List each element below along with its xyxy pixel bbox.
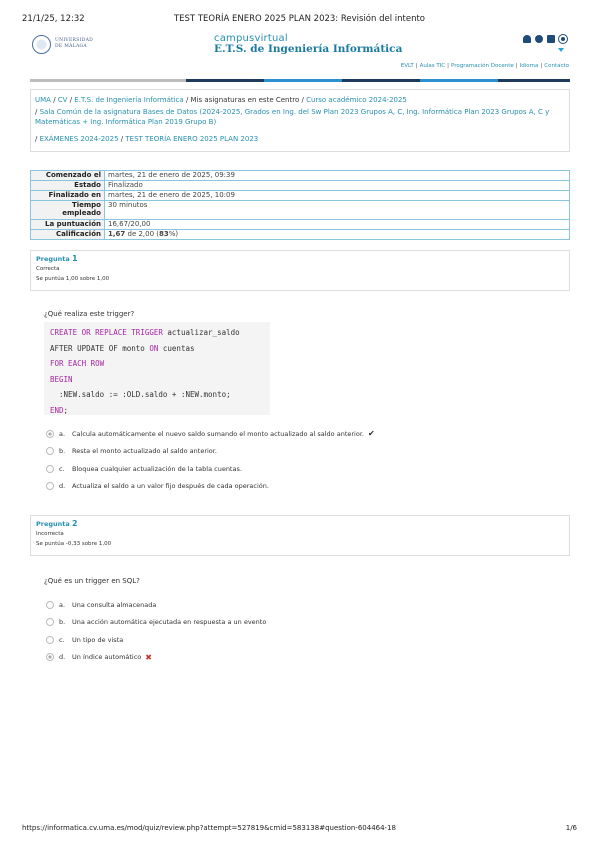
summary-row (31, 201, 570, 220)
answer-option[interactable]: d. Actualiza el saldo a un valor fijo después de cada operación. (46, 478, 375, 496)
answer-option[interactable]: a. Una consulta almacenada (46, 596, 266, 614)
question-info-2 (30, 515, 570, 556)
summary-value: Finalizado (105, 181, 570, 191)
site-title[interactable] (214, 33, 402, 55)
bell-icon[interactable] (523, 35, 531, 43)
link-contacto[interactable]: Contacto (544, 63, 569, 69)
logo-line-2: DE MÁLAGA (55, 44, 87, 49)
uma-logo[interactable] (32, 35, 94, 55)
answer-option[interactable]: b. Resta el monto actualizado al saldo anterior. (46, 443, 375, 461)
chevron-down-icon[interactable] (558, 48, 564, 52)
radio[interactable] (46, 482, 54, 490)
code-line: AFTER UPDATE OF monto ON cuentas (50, 343, 195, 353)
option-text: Un índice automático (72, 653, 142, 662)
option-text: Resta el monto actualizado al saldo anterior. (72, 447, 217, 456)
radio[interactable] (46, 601, 54, 609)
summary-row (31, 220, 570, 230)
breadcrumb-curso[interactable]: Curso académico 2024-2025 (306, 96, 407, 104)
link-evlt[interactable]: EVLT (400, 63, 414, 69)
summary-row (31, 171, 570, 181)
print-url: https://informatica.cv.uma.es/mod/quiz/review.php?attempt=527819&cmid=583138#question-604464-18 (22, 824, 396, 832)
breadcrumb-sala-comun[interactable]: Sala Común de la asignatura Bases de Datos (2024-2025, Grados en Ing. del Sw Plan 2023 Grupos A, C, Ing. Informática Plan 2023 Grupos A, C y Matemáticas + Ing. Informática Plan 2019 Grupo B) (35, 108, 550, 126)
answer-option[interactable]: b. Una acción automática ejecutada en respuesta a un evento (46, 614, 266, 632)
summary-label: Calificación (31, 230, 105, 240)
site-title-line-1: campusvirtual (214, 33, 288, 44)
attempt-summary-table (30, 170, 570, 240)
breadcrumb-examenes[interactable]: EXÁMENES 2024-2025 (39, 135, 119, 143)
answer-option[interactable]: d. Un índice automático ✖ (46, 649, 266, 667)
print-footer (22, 824, 577, 832)
summary-value: 30 minutos (105, 201, 570, 220)
answer-options-1 (46, 425, 375, 495)
summary-label: Estado (31, 181, 105, 191)
breadcrumb: UMA / CV / E.T.S. de Ingeniería Informática / Mis asignaturas en este Centro / Curso académico 2024-2025 / Sala Común de la asignatura Bases de Datos (2024-2025, Grados en Ing. del Sw Plan 2023 Grupos A, C, Ing. Informática Plan 2023 Grupos A, C y Matemáticas + Ing. Informática Plan 2019 Grupo B) / EXÁMENES 2024-2025 / TEST TEORÍA ENERO 2025 PLAN 2023 (30, 89, 570, 152)
question-text-2: ¿Qué es un trigger en SQL? (44, 577, 140, 585)
radio[interactable] (46, 618, 54, 626)
summary-value: 16,67/20,00 (105, 220, 570, 230)
color-stripe (30, 79, 570, 82)
breadcrumb-mis-asignaturas[interactable]: Mis asignaturas en este Centro (190, 96, 300, 104)
radio-selected[interactable] (46, 430, 54, 438)
summary-row (31, 191, 570, 201)
code-line: BEGIN (50, 374, 73, 384)
code-block (44, 322, 270, 415)
radio[interactable] (46, 636, 54, 644)
answer-options-2 (46, 596, 266, 666)
question-grade: Se puntúa -0,33 sobre 1,00 (36, 541, 112, 547)
user-icon[interactable] (559, 35, 567, 43)
breadcrumb-uma[interactable]: UMA (35, 96, 51, 104)
summary-label: La puntuación (31, 220, 105, 230)
breadcrumb-etsi[interactable]: E.T.S. de Ingeniería Informática (74, 96, 184, 104)
question-info-1 (30, 250, 570, 291)
question-number: Pregunta 2 (36, 519, 78, 528)
question-number: Pregunta 1 (36, 254, 78, 263)
uma-seal-icon (32, 35, 51, 54)
mail-icon[interactable] (547, 35, 555, 43)
summary-value: 1,67 de 2,00 (83%) (105, 230, 570, 240)
option-text: Actualiza el saldo a un valor fijo después de cada operación. (72, 482, 269, 491)
question-state: Incorrecta (36, 531, 64, 537)
summary-value: martes, 21 de enero de 2025, 10:09 (105, 191, 570, 201)
site-title-line-2: E.T.S. de Ingeniería Informática (214, 43, 403, 55)
correct-check-icon: ✔ (367, 429, 375, 439)
link-programacion-docente[interactable]: Programación Docente (451, 63, 514, 69)
option-text: Un tipo de vista (72, 635, 124, 644)
chat-icon[interactable] (535, 35, 543, 43)
option-text: Bloquea cualquier actualización de la tabla cuentas. (72, 464, 242, 473)
breadcrumb-test[interactable]: TEST TEORÍA ENERO 2025 PLAN 2023 (125, 135, 259, 143)
code-line: END; (50, 405, 69, 415)
code-line: FOR EACH ROW (50, 359, 105, 368)
code-line: :NEW.saldo := :OLD.saldo + :NEW.monto; (50, 390, 231, 399)
link-idioma[interactable]: Idioma (519, 63, 539, 69)
option-text: Calcula automáticamente el nuevo saldo sumando el monto actualizado al saldo anterior. (72, 429, 364, 438)
question-text-1: ¿Qué realiza este trigger? (44, 310, 135, 318)
option-text: Una consulta almacenada (72, 600, 157, 609)
print-date: 21/1/25, 12:32 (22, 14, 85, 24)
answer-option[interactable]: c. Un tipo de vista (46, 631, 266, 649)
link-aulas-tic[interactable]: Aulas TIC (419, 63, 446, 69)
logo-line-1: UNIVERSIDAD (55, 38, 94, 43)
summary-label: Comenzado el (31, 171, 105, 181)
question-state: Correcta (36, 266, 60, 272)
summary-row (31, 181, 570, 191)
summary-value: martes, 21 de enero de 2025, 09:39 (105, 171, 570, 181)
question-grade: Se puntúa 1,00 sobre 1,00 (36, 276, 110, 282)
answer-option[interactable]: a. Calcula automáticamente el nuevo saldo sumando el monto actualizado al saldo anterior. ✔ (46, 425, 375, 443)
header-icons (523, 35, 567, 43)
summary-row (31, 230, 570, 240)
site-header (30, 33, 570, 63)
print-page-number: 1/6 (565, 824, 577, 832)
incorrect-cross-icon: ✖ (145, 652, 152, 662)
option-text: Una acción automática ejecutada en respuesta a un evento (72, 618, 267, 627)
summary-label: Tiempo empleado (31, 201, 105, 220)
breadcrumb-cv[interactable]: CV (57, 96, 68, 104)
radio[interactable] (46, 447, 54, 455)
print-title: TEST TEORÍA ENERO 2025 PLAN 2023: Revisión del intento (173, 14, 426, 24)
radio-selected[interactable] (46, 653, 54, 661)
code-line: CREATE OR REPLACE TRIGGER actualizar_saldo (50, 328, 240, 337)
summary-label: Finalizado en (31, 191, 105, 201)
answer-option[interactable]: c. Bloquea cualquier actualización de la tabla cuentas. (46, 460, 375, 478)
radio[interactable] (46, 465, 54, 473)
utility-links: EVLT | Aulas TIC | Programación Docente | Idioma | Contacto (400, 63, 569, 69)
